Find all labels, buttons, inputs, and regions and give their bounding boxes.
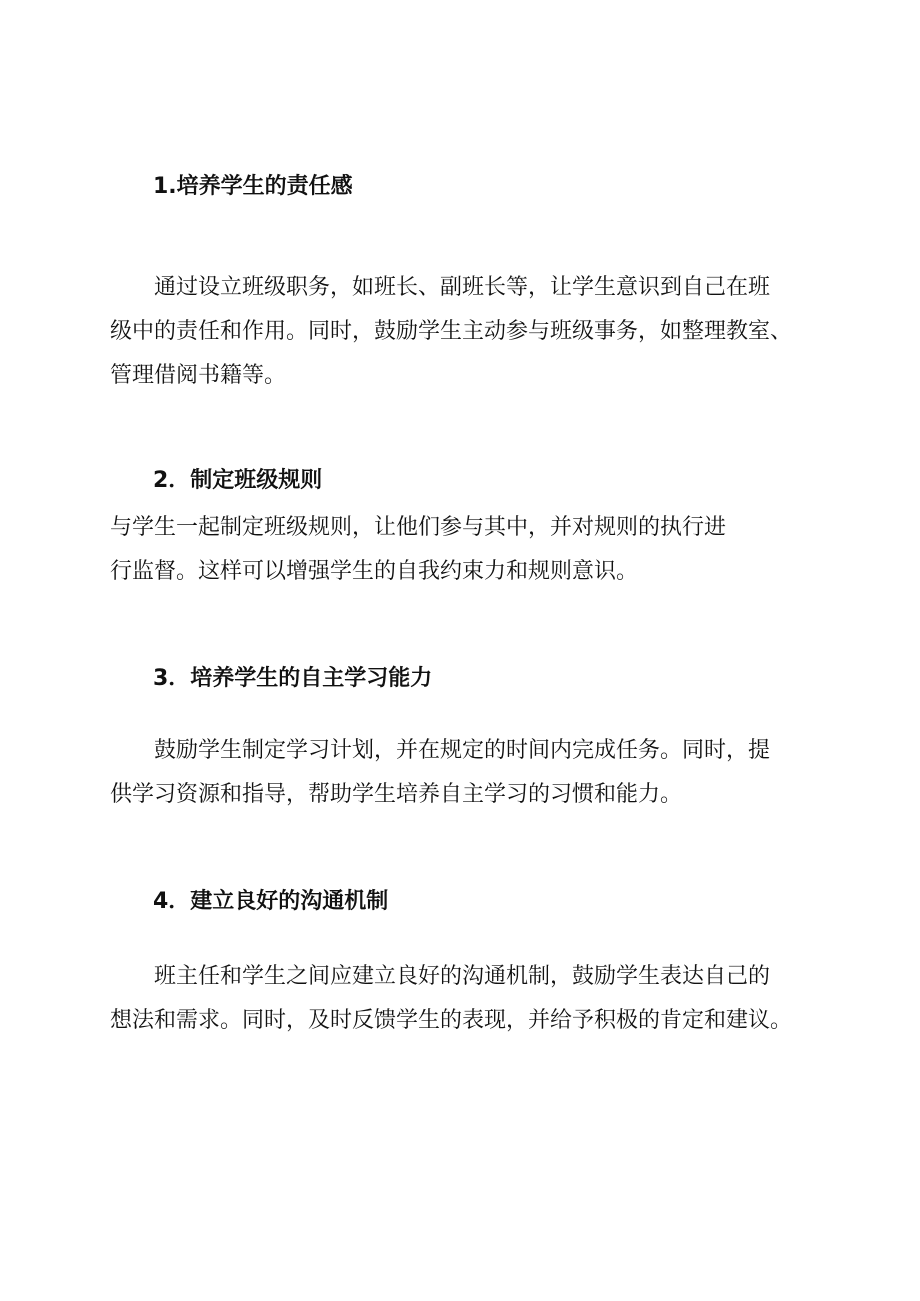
section-3-heading: 3．培养学生的自主学习能力 bbox=[153, 666, 433, 691]
paragraph-line: 与学生一起制定班级规则，让他们参与其中，并对规则的执行进 bbox=[110, 515, 727, 540]
section-2-paragraph bbox=[110, 506, 830, 594]
paragraph-line: 行监督。这样可以增强学生的自我约束力和规则意识。 bbox=[110, 559, 639, 584]
paragraph-line: 通过设立班级职务，如班长、副班长等，让学生意识到自己在班 bbox=[154, 275, 771, 300]
paragraph-line: 管理借阅书籍等。 bbox=[110, 363, 287, 388]
section-1-heading: 1.培养学生的责任感 bbox=[153, 174, 353, 199]
paragraph-line: 想法和需求。同时，及时反馈学生的表现，并给予积极的肯定和建议。 bbox=[110, 1008, 793, 1033]
section-1-paragraph bbox=[110, 266, 830, 398]
section-3-paragraph bbox=[110, 729, 830, 817]
paragraph-line: 级中的责任和作用。同时，鼓励学生主动参与班级事务，如整理教室、 bbox=[110, 319, 793, 344]
paragraph-line: 供学习资源和指导，帮助学生培养自主学习的习惯和能力。 bbox=[110, 782, 683, 807]
paragraph-line: 鼓励学生制定学习计划，并在规定的时间内完成任务。同时，提 bbox=[154, 738, 771, 763]
section-4-heading: 4．建立良好的沟通机制 bbox=[153, 889, 389, 914]
section-4-paragraph bbox=[110, 955, 830, 1043]
paragraph-line: 班主任和学生之间应建立良好的沟通机制，鼓励学生表达自己的 bbox=[154, 964, 771, 989]
section-2-heading: 2．制定班级规则 bbox=[153, 468, 323, 493]
